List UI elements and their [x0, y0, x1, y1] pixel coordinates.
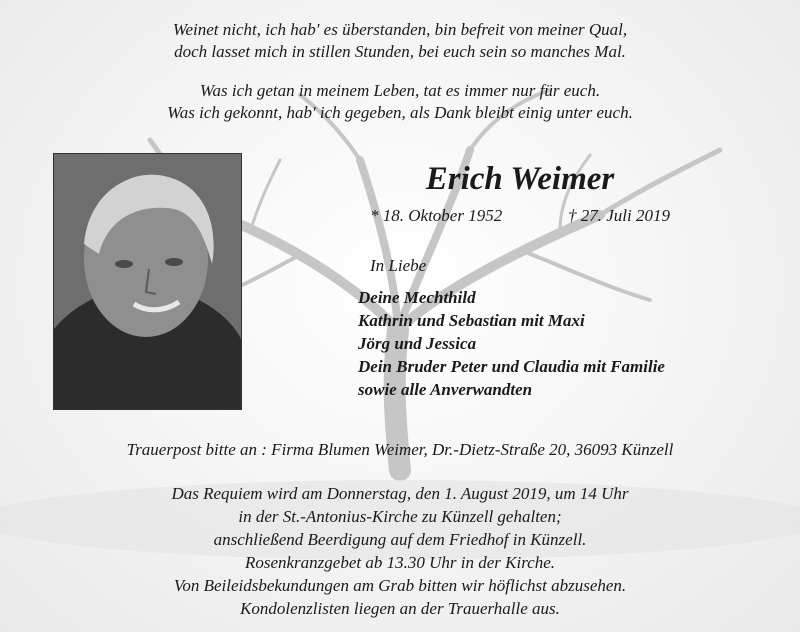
portrait-illustration — [54, 154, 241, 409]
poem-line: Weinet nicht, ich hab' es überstanden, bin befreit von meiner Qual, — [172, 20, 628, 39]
poem-stanza-1 — [0, 19, 800, 63]
service-line: in der St.-Antonius-Kirche zu Künzell gehalten; — [238, 507, 562, 526]
service-details — [0, 482, 800, 620]
service-line: Das Requiem wird am Donnerstag, den 1. August 2019, um 14 Uhr — [171, 484, 629, 503]
service-line: Kondolenzlisten liegen an der Trauerhalle aus. — [240, 599, 560, 618]
service-line: Rosenkranzgebet ab 13.30 Uhr in der Kirche. — [244, 553, 556, 572]
service-line: anschließend Beerdigung auf dem Friedhof in Künzell. — [213, 530, 587, 549]
mourner-line: Deine Mechthild — [358, 288, 476, 307]
service-line: Von Beileidsbekundungen am Grab bitten wir höflichst abzusehen. — [173, 576, 627, 595]
death-date: † 27. Juli 2019 — [568, 206, 670, 225]
poem-line: Was ich getan in meinem Leben, tat es immer nur für euch. — [199, 81, 601, 100]
deceased-name: Erich Weimer — [425, 161, 615, 197]
mourners-list — [358, 286, 778, 401]
trauerpost-address: Trauerpost bitte an : Firma Blumen Weimer, Dr.-Dietz-Straße 20, 36093 Künzell — [126, 440, 674, 459]
mourner-line: Dein Bruder Peter und Claudia mit Familie — [358, 357, 665, 376]
mourners-intro: In Liebe — [370, 256, 427, 275]
poem-line: doch lasset mich in stillen Stunden, bei euch sein so manches Mal. — [174, 42, 626, 61]
mourner-line: Kathrin und Sebastian mit Maxi — [358, 311, 585, 330]
birth-date: * 18. Oktober 1952 — [370, 206, 503, 225]
mourner-line: sowie alle Anverwandten — [358, 380, 533, 399]
portrait-photo — [53, 153, 242, 410]
poem-line: Was ich gekonnt, hab' ich gegeben, als Dank bleibt einig unter euch. — [167, 103, 633, 122]
mourner-line: Jörg und Jessica — [358, 334, 477, 353]
poem-stanza-2 — [0, 80, 800, 124]
